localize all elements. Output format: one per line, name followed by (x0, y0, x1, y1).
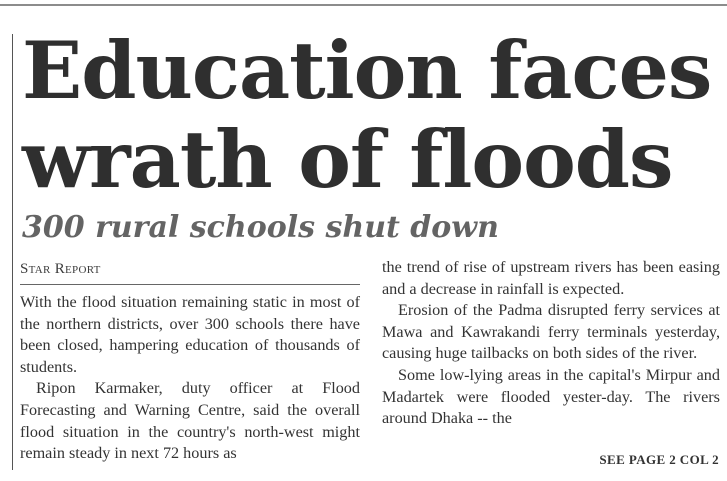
byline-rule (20, 284, 360, 285)
left-column-rule (12, 34, 13, 470)
headline-line-2: wrath of floods (22, 113, 673, 206)
paragraph: Ripon Karmaker, duty officer at Flood Forecasting and Warning Centre, said the overall flood situation in the country's north-west might remain steady in next 72 hours as (20, 379, 360, 463)
article-column-left (20, 292, 360, 465)
headline (22, 26, 711, 204)
top-rule (0, 4, 727, 6)
paragraph: Some low-lying areas in the capital's Mirpur and Madartek were flooded yester-day. The rivers around Dhaka -- the (382, 365, 720, 428)
paragraph: Erosion of the Padma disrupted ferry services at Mawa and Kawrakandi ferry terminals yesterday, causing huge tailbacks on both sides of the river. (382, 301, 720, 363)
byline: Star Report (20, 261, 101, 277)
headline-line-1: Education faces (22, 24, 712, 117)
paragraph: the trend of rise of upstream rivers has been easing and a decrease in rainfall is expected. (382, 258, 720, 298)
continued-jump-line: SEE PAGE 2 COL 2 (599, 452, 719, 467)
subheadline: 300 rural schools shut down (22, 210, 499, 245)
paragraph: With the flood situation remaining static in most of the northern districts, over 300 schools there have been closed, hampering education of thousands of students. (20, 293, 360, 376)
article-column-right (382, 257, 720, 430)
